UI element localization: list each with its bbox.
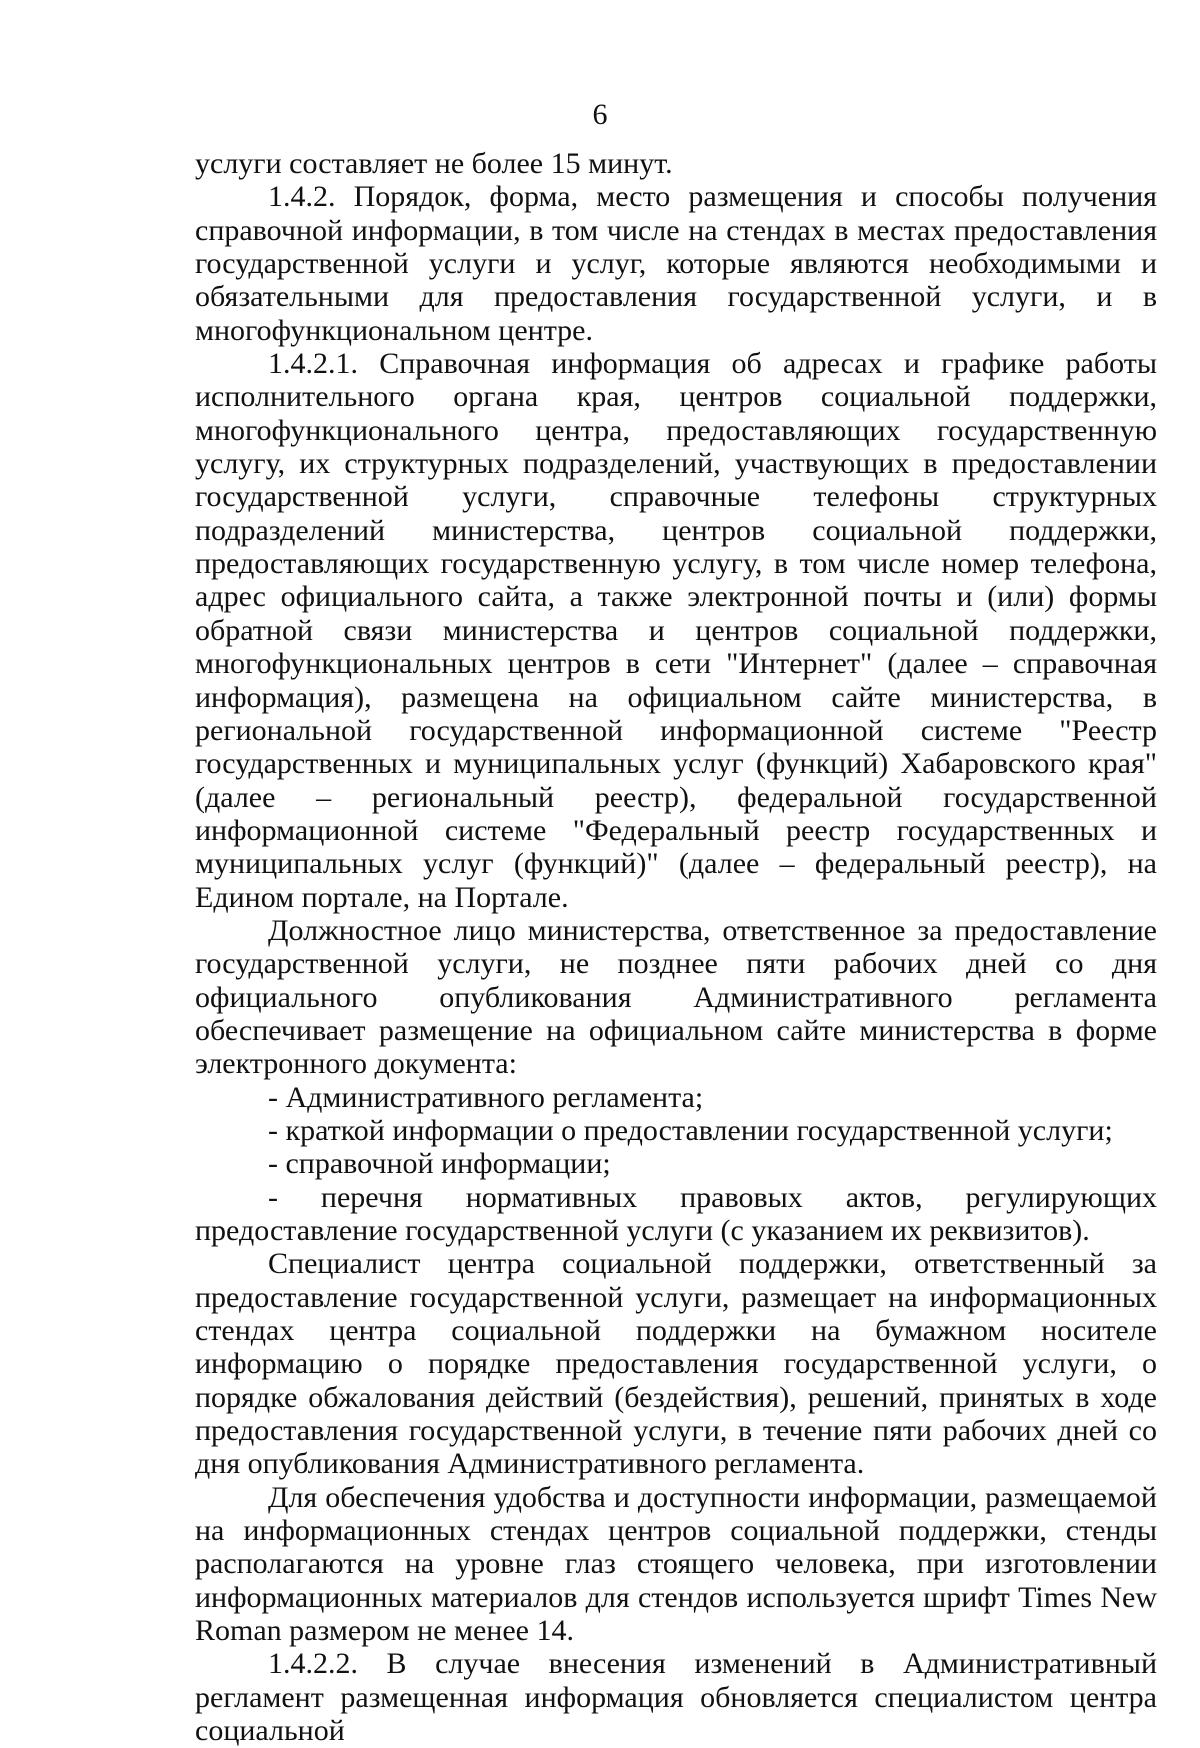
paragraph: 1.4.2.2. В случае внесения изменений в Административный регламент размещенная информация обновляется специалистом центра социальной <box>195 1647 1157 1748</box>
page-number: 6 <box>592 98 608 131</box>
paragraph: Должностное лицо министерства, ответственное за предоставление государственной услуги, не позднее пяти рабочих дней со дня официального опубликования Административного регламента обеспечивает размещение на официальном сайте министерства в форме электронного документа: <box>195 913 1157 1081</box>
paragraph: 1.4.2.1. Справочная информация об адресах и графике работы исполнительного органа края, центров социальной поддержки, многофункционального центра, предоставляющих государственную услугу, их структурных подразделений, участвующих в предоставлении государственной услуги, справочные телефоны структурных подразделений министерства, центров социальной поддержки, предоставляющих государственную услугу, в том числе номер телефона, адрес официального сайта, а также электронной почты и (или) формы обратной связи министерства и центров социальной поддержки, многофункциональных центров в сети "Интернет" (далее – справочная информация), размещена на официальном сайте министерства, в региональной государственной информационной системе "Реестр государственных и муниципальных услуг (функций) Хабаровского края" (далее – региональный реестр), федеральной государственной информационной системе "Федеральный реестр государственных и муниципальных услуг (функций)" (далее – федеральный реестр), на Едином портале, на Портале. <box>195 347 1157 914</box>
paragraph: - перечня нормативных правовых актов, регулирующих предоставление государственной услуги (с указанием их реквизитов). <box>195 1180 1157 1247</box>
paragraph: 1.4.2. Порядок, форма, место размещения и способы получения справочной информации, в том числе на стендах в местах предоставления государственной услуги и услуг, которые являются необходимыми и обязательными для предоставления государственной услуги, и в многофункциональном центре. <box>195 180 1157 347</box>
paragraph: - справочной информации; <box>268 1147 611 1181</box>
paragraph: услуги составляет не более 15 минут. <box>195 147 673 180</box>
paragraph: - Административного регламента; <box>268 1080 704 1114</box>
document-body <box>195 147 1157 1748</box>
paragraph: Специалист центра социальной поддержки, ответственный за предоставление государственной услуги, размещает на информационных стендах центра социальной поддержки на бумажном носителе информацию о порядке предоставления государственной услуги, о порядке обжалования действий (бездействия), решений, принятых в ходе предоставления государственной услуги, в течение пяти рабочих дней со дня опубликования Административного регламента. <box>195 1247 1157 1481</box>
paragraph: Для обеспечения удобства и доступности информации, размещаемой на информационных стендах центров социальной поддержки, стенды располагаются на уровне глаз стоящего человека, при изготовлении информационных материалов для стендов используется шрифт Times New Roman размером не менее 14. <box>195 1480 1157 1648</box>
paragraph: - краткой информации о предоставлении государственной услуги; <box>268 1113 1113 1147</box>
